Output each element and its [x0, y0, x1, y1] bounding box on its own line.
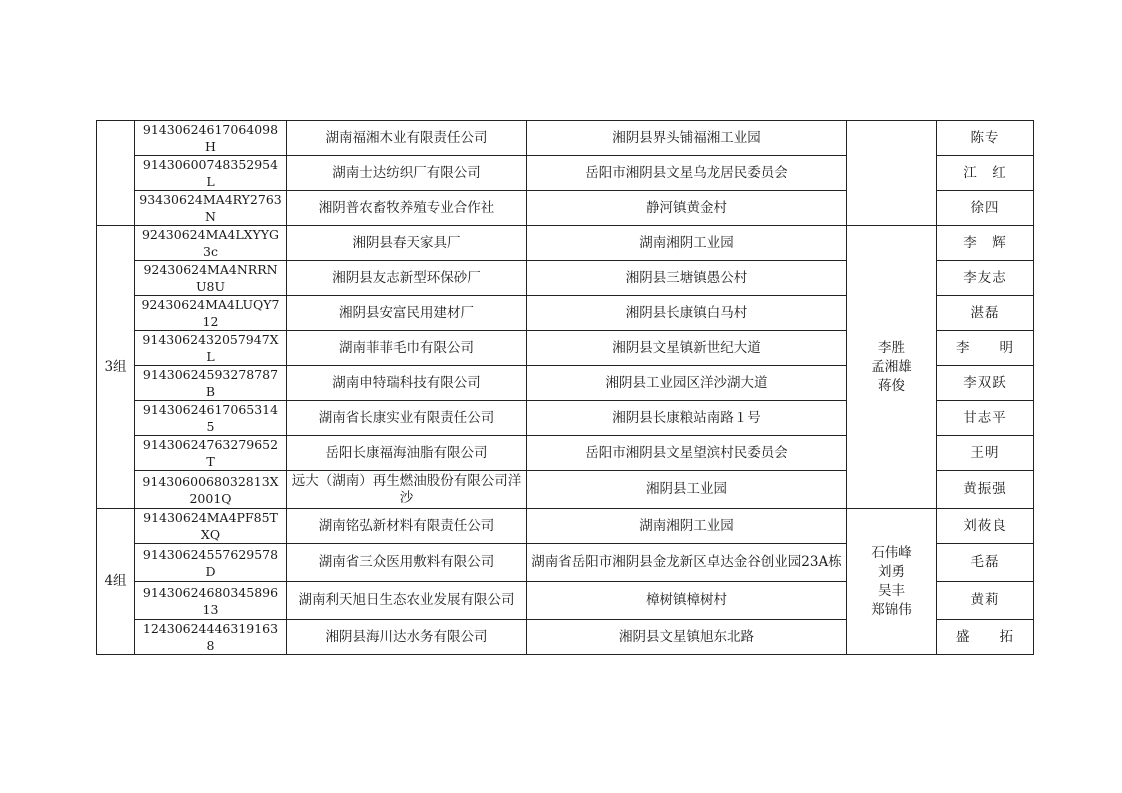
company-name-cell: 湖南申特瑞科技有限公司 [287, 366, 527, 401]
credit-code-cell: 124306244463191638 [135, 620, 287, 655]
inspection-staff-cell [847, 226, 937, 509]
contact-person-cell: 王明 [937, 436, 1034, 471]
company-name-cell: 湖南利天旭日生态农业发展有限公司 [287, 582, 527, 620]
credit-code-cell: 9143062432057947XL [135, 331, 287, 366]
contact-person-cell: 黄莉 [937, 582, 1034, 620]
staff-member: 蒋俊 [878, 377, 905, 394]
address-cell: 湖南湘阴工业园 [527, 226, 847, 261]
credit-code-cell: 93430624MA4RY2763N [135, 191, 287, 226]
credit-code-cell: 92430624MA4LUQY712 [135, 296, 287, 331]
contact-person-cell: 李 明 [937, 331, 1034, 366]
enterprise-roster-table [96, 120, 1034, 655]
contact-person-cell: 李双跃 [937, 366, 1034, 401]
company-name-cell: 湘阴县春天家具厂 [287, 226, 527, 261]
company-name-cell: 湖南菲菲毛巾有限公司 [287, 331, 527, 366]
contact-person-cell: 李友志 [937, 261, 1034, 296]
address-cell: 湖南省岳阳市湘阴县金龙新区卓达金谷创业园23A栋 [527, 544, 847, 582]
contact-person-cell: 刘莜良 [937, 509, 1034, 544]
staff-member: 石伟峰 [871, 544, 912, 561]
table-row [97, 509, 1034, 544]
address-cell: 湖南湘阴工业园 [527, 509, 847, 544]
company-name-cell: 湘阴普农畜牧养殖专业合作社 [287, 191, 527, 226]
address-cell: 湘阴县文星镇旭东北路 [527, 620, 847, 655]
company-name-cell: 湘阴县友志新型环保砂厂 [287, 261, 527, 296]
group-label: 3组 [97, 226, 135, 509]
address-cell: 湘阴县工业园 [527, 471, 847, 509]
contact-person-cell: 李 辉 [937, 226, 1034, 261]
contact-person-cell: 陈专 [937, 121, 1034, 156]
credit-code-cell: 91430600748352954L [135, 156, 287, 191]
credit-code-cell: 91430624557629578D [135, 544, 287, 582]
credit-code-cell: 9143060068032813X2001Q [135, 471, 287, 509]
address-cell: 岳阳市湘阴县文星望滨村民委员会 [527, 436, 847, 471]
contact-person-cell: 盛 拓 [937, 620, 1034, 655]
table-row [97, 226, 1034, 261]
credit-code-cell: 914306246170653145 [135, 401, 287, 436]
address-cell: 湘阴县长康粮站南路１号 [527, 401, 847, 436]
group-label: 4组 [97, 509, 135, 655]
address-cell: 岳阳市湘阴县文星乌龙居民委员会 [527, 156, 847, 191]
credit-code-cell: 92430624MA4NRRNU8U [135, 261, 287, 296]
company-name-cell: 岳阳长康福海油脂有限公司 [287, 436, 527, 471]
address-cell: 静河镇黄金村 [527, 191, 847, 226]
company-name-cell: 湖南士达纺织厂有限公司 [287, 156, 527, 191]
company-name-cell: 湖南省三众医用敷料有限公司 [287, 544, 527, 582]
staff-member: 郑锦伟 [871, 601, 912, 618]
credit-code-cell: 91430624MA4PF85TXQ [135, 509, 287, 544]
credit-code-cell: 9143062468034589613 [135, 582, 287, 620]
staff-member: 孟湘雄 [871, 358, 912, 375]
address-cell: 湘阴县工业园区洋沙湖大道 [527, 366, 847, 401]
staff-member: 李胜 [878, 339, 905, 356]
group-label [97, 121, 135, 226]
company-name-cell: 湘阴县海川达水务有限公司 [287, 620, 527, 655]
roster-body [97, 121, 1034, 655]
company-name-cell: 湖南铭弘新材料有限责任公司 [287, 509, 527, 544]
address-cell: 湘阴县三塘镇愚公村 [527, 261, 847, 296]
credit-code-cell: 92430624MA4LXYYG3c [135, 226, 287, 261]
company-name-cell: 湖南福湘木业有限责任公司 [287, 121, 527, 156]
address-cell: 湘阴县界头铺福湘工业园 [527, 121, 847, 156]
inspection-staff-cell [847, 121, 937, 226]
address-cell: 樟树镇樟树村 [527, 582, 847, 620]
contact-person-cell: 湛磊 [937, 296, 1034, 331]
company-name-cell: 远大（湖南）再生燃油股份有限公司洋沙 [287, 471, 527, 509]
table-row [97, 121, 1034, 156]
credit-code-cell: 91430624617064098H [135, 121, 287, 156]
credit-code-cell: 91430624593278787B [135, 366, 287, 401]
company-name-cell: 湘阴县安富民用建材厂 [287, 296, 527, 331]
credit-code-cell: 91430624763279652T [135, 436, 287, 471]
contact-person-cell: 徐四 [937, 191, 1034, 226]
contact-person-cell: 黄振强 [937, 471, 1034, 509]
inspection-staff-cell [847, 509, 937, 655]
contact-person-cell: 江 红 [937, 156, 1034, 191]
staff-member: 刘勇 [878, 563, 905, 580]
contact-person-cell: 甘志平 [937, 401, 1034, 436]
company-name-cell: 湖南省长康实业有限责任公司 [287, 401, 527, 436]
contact-person-cell: 毛磊 [937, 544, 1034, 582]
address-cell: 湘阴县长康镇白马村 [527, 296, 847, 331]
address-cell: 湘阴县文星镇新世纪大道 [527, 331, 847, 366]
staff-member: 吴丰 [878, 582, 905, 599]
